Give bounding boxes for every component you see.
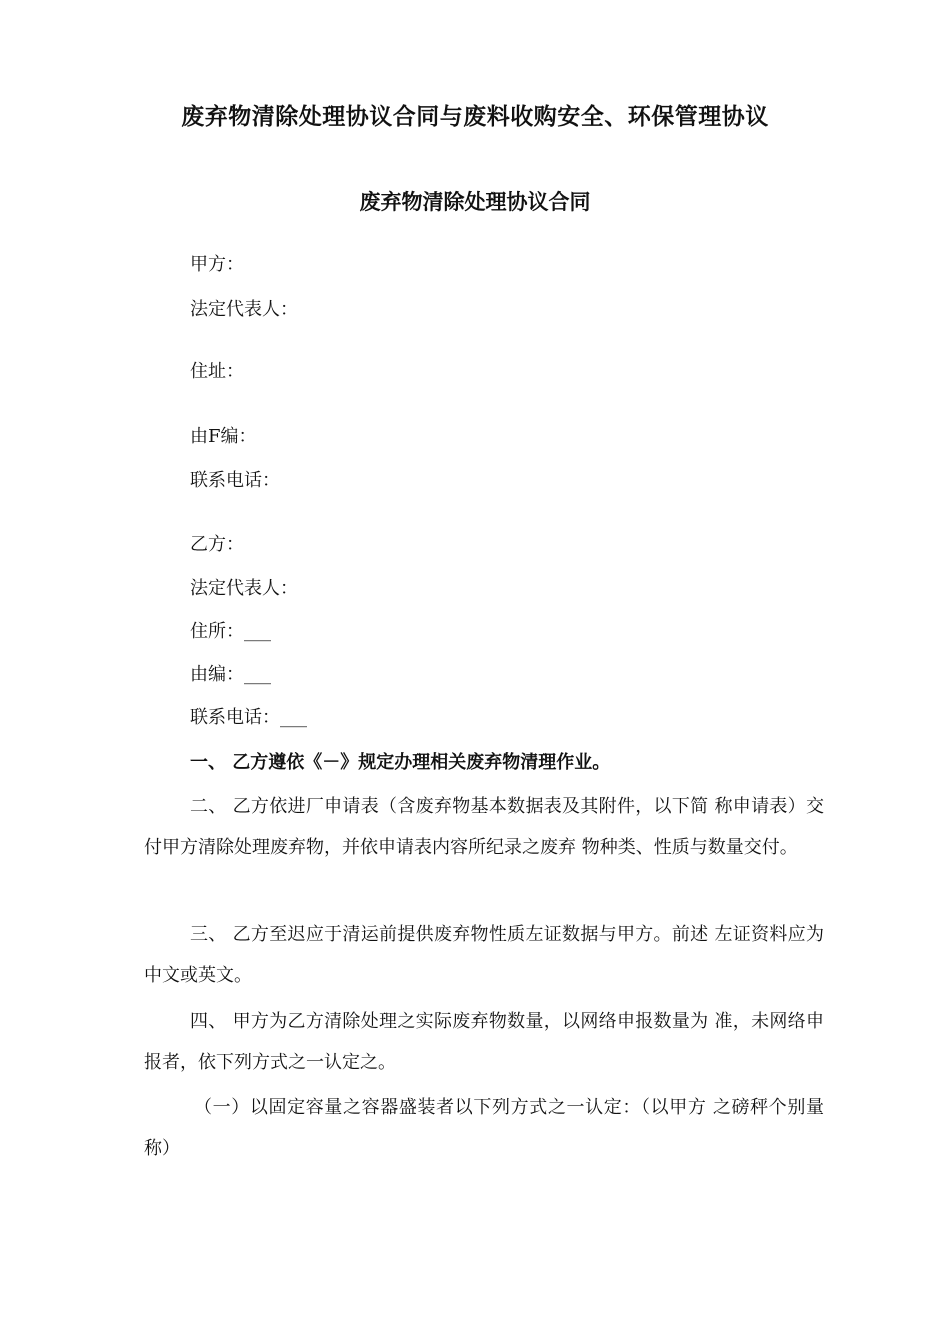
party-b-address-field bbox=[190, 619, 274, 645]
party-b-postcode-blank: ___ bbox=[244, 664, 271, 685]
party-b-name-label: 乙方： bbox=[190, 534, 244, 555]
party-a-postcode-label: 由F编： bbox=[190, 426, 257, 447]
clause-4-item-1: （一）以固定容量之容器盛装者以下列方式之一认定：（以甲方 之磅秤个别量称） bbox=[144, 1097, 824, 1159]
party-b-phone-field bbox=[190, 705, 310, 731]
party-a-phone-label: 联系电话： bbox=[190, 470, 280, 491]
party-b-address-blank: ___ bbox=[244, 621, 271, 642]
party-b-phone-label: 联系电话： bbox=[190, 707, 280, 728]
party-b-representative-label: 法定代表人： bbox=[190, 578, 298, 599]
party-b-address-label: 住所： bbox=[190, 621, 244, 642]
document-main-title: 废弃物清除处理协议合同与废料收购安全、环保管理协议 bbox=[181, 103, 769, 130]
party-b-phone-blank: ___ bbox=[280, 707, 307, 728]
clause-2: 二、 乙方依进厂申请表（含废弃物基本数据表及其附件，以下简 称申请表）交付甲方清除处理废弃物，并依申请表内容所纪录之废弃 物种类、性质与数量交付。 bbox=[144, 796, 824, 858]
party-a-representative-label: 法定代表人： bbox=[190, 299, 298, 320]
party-a-name-label: 甲方： bbox=[190, 254, 244, 275]
clause-4: 四、 甲方为乙方清除处理之实际废弃物数量，以网络申报数量为 准，未网络申报者，依下列方式之一认定之。 bbox=[144, 1011, 824, 1073]
party-b-postcode-label: 由编： bbox=[190, 664, 244, 685]
party-b-postcode-field bbox=[190, 662, 274, 688]
clause-3: 三、 乙方至迟应于清运前提供废弃物性质左证数据与甲方。前述 左证资料应为中文或英文。 bbox=[144, 924, 824, 986]
clause-1: 一、 乙方遵依《－》规定办理相关废弃物清理作业。 bbox=[190, 752, 611, 773]
party-a-address-label: 住址： bbox=[190, 361, 244, 382]
contract-sub-title: 废弃物清除处理协议合同 bbox=[359, 189, 591, 214]
